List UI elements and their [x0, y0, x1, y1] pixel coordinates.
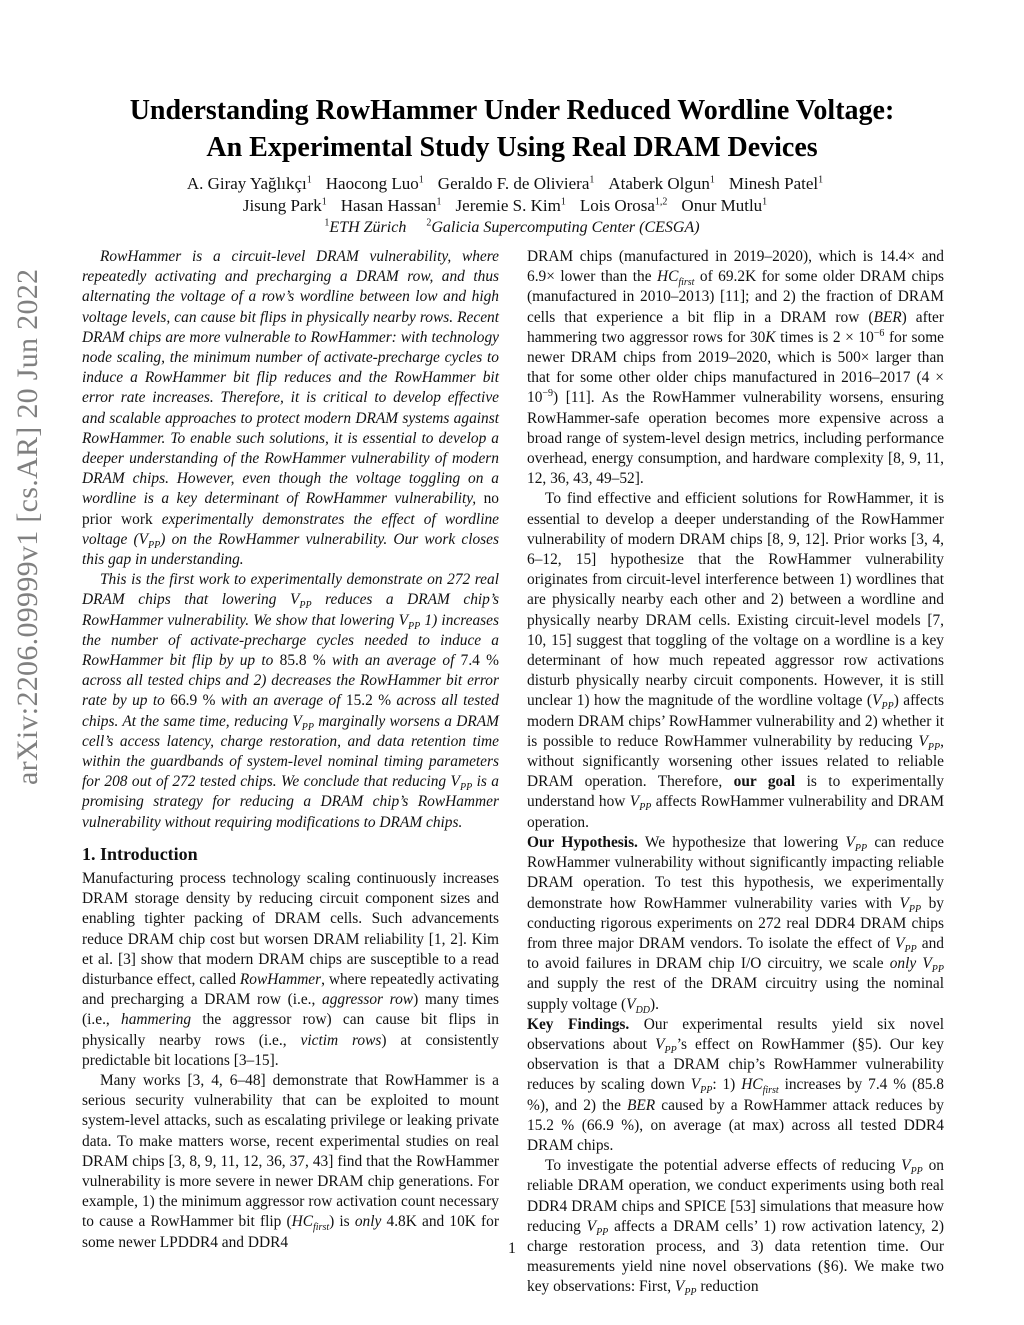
investigation-paragraph: To investigate the potential adverse effects of reducing $V_{PP}$ on reliable DRAM operation, we conduct experiments using both real DDR4 DRAM chips and SPICE [53] simulations that measure how reducing $V_{PP}$ affects a DRAM cells’ 1) row activation latency, 2) charge restoration process, and 3) data retention time. Our measurements yield nine novel observations (§6). We make two key observations: First, $V_{PP}$ reduction — [527, 1157, 944, 1299]
intro-paragraph-1: Manufacturing process technology scaling continuously increases DRAM storage density by reducing circuit component sizes and enabling tighter packing of DRAM cells. Such advancements reduce DRAM chip cost but worsen DRAM reliability [1, 2]. Kim et al. [3] show that modern DRAM chips are susceptible to a read disturbance effect, called RowHammer, where repeatedly activating and precharging a DRAM row (i.e., aggressor row) many times (i.e., hammering the aggressor row) can cause bit flips in physically nearby rows (i.e., victim rows) at consistently predictable bit locations [3–15]. — [82, 869, 500, 1069]
section-heading-introduction: 1. Introduction — [82, 843, 198, 864]
hypothesis-paragraph: Our Hypothesis. We hypothesize that lowering $V_{PP}$ can reduce RowHammer vulnerability without significantly impacting reliable DRAM operation. To test this hypothesis, we experimentally demonstrate how RowHammer vulnerability varies with $V_{PP}$ by conducting rigorous experiments on 272 real DDR4 DRAM chips from three major DRAM vendors. To isolate the effect of $V_{PP}$ and to avoid failures in DRAM chip I/O circuitry, we scale only $V_{PP}$ and supply the rest of the DRAM circuitry using the nominal supply voltage $(V_{DD})$. — [527, 833, 944, 1016]
author-name: Onur Mutlu — [681, 196, 763, 215]
page-number: 1 — [508, 1240, 516, 1257]
author-name: A. Giray Yağlıkçı — [186, 174, 307, 193]
paper-title-line-1: Understanding RowHammer Under Reduced Wordline Voltage: — [129, 95, 895, 126]
author-name: Hasan Hassan — [340, 196, 437, 215]
author-name: Minesh Patel — [728, 174, 819, 193]
abstract: RowHammer is a circuit-level DRAM vulnerability, where repeatedly activating and precharging a DRAM row, and thus alternating the voltage of a row’s wordline between low and high voltage levels, can cause bit flips in physically nearby rows. Recent DRAM chips are more vulnerable to RowHammer: with technology node scaling, the minimum number of activate-precharge cycles to induce a RowHammer bit flip reduces and the RowHammer bit error rate increases. Therefore, it is critical to develop effective and scalable approaches to protect modern DRAM systems against RowHammer. To enable such solutions, it is essential to develop a deeper understanding of the RowHammer vulnerability of modern DRAM chips. However, even though the voltage toggling on a wordline is a key determinant of RowHammer vulnerability, no prior work experimentally demonstrates the effect of wordline voltage $(V_{PP})$ on the RowHammer vulnerability. Our work closes this gap in understanding. This is the first work to experimentally demonstrate on 272 real DRAM chips that lowering $V_{PP}$ reduces a DRAM chip’s RowHammer vulnerability. We show that lowering $V_{PP}$ 1) increases the number of activate-precharge cycles needed to induce a RowHammer bit flip by up to 85.8 % with an average of 7.4 % across all tested chips and 2) decreases the RowHammer bit error rate by up to 66.9 % with an average of 15.2 % across all tested chips. At the same time, reducing $V_{PP}$ marginally worsens a DRAM cell’s access latency, charge restoration, and data retention time within the guardbands of system-level nominal timing parameters for 208 out of 272 tested chips. We conclude that reducing $V_{PP}$ is a promising strategy for reducing a DRAM chip’s RowHammer vulnerability without requiring modifications to DRAM chips. — [82, 248, 499, 831]
affiliations: $^1$ETH Zürich $^2$Galicia Supercomputing Center (CESGA) — [324, 217, 700, 236]
intro-paragraph-2-cont: DRAM chips (manufactured in 2019–2020), which is 14.4× and 6.9× lower than the $HC_{first}$ of 69.2K for some older DRAM chips (manufactured in 2010–2013) [11]; and 2) the fraction of DRAM cells that experience a bit flip in a DRAM row (BER) after hammering two aggressor rows for 30K times is $2 \times 10^{-6}$ for some newer DRAM chips from 2019–2020, which is 500× larger than that for some other older chips manufactured in 2016–2017 $(4 \times 10^{-9})$ [11]. As the RowHammer vulnerability worsens, ensuring RowHammer-safe operation becomes more expensive across a broad range of system-level design metrics, including performance overhead, energy consumption, and hardware complexity [8, 9, 11, 12, 36, 43, 49–52]. — [527, 248, 945, 488]
affiliation-name: ETH Zürich — [329, 219, 407, 236]
author-name: Jeremie S. Kim — [455, 196, 561, 215]
right-column — [527, 247, 944, 1298]
author-name: Haocong Luo — [325, 174, 419, 193]
author-name: Lois Orosa — [579, 196, 655, 215]
arxiv-side-label: arXiv:2206.09999v1 [cs.AR] 20 Jun 2022 — [11, 268, 44, 785]
affiliation-name: Galicia Supercomputing Center (CESGA) — [431, 219, 700, 236]
author-name: Ataberk Olgun — [608, 174, 710, 193]
author-name: Jisung Park — [242, 196, 322, 215]
author-row-1: A. Giray Yağlıkçı$^1$ Haocong Luo$^1$ Geraldo F. de Oliviera$^1$ Ataberk Olgun$^1$ Minesh Patel$^1$ — [186, 174, 824, 193]
intro-paragraph-3: To find effective and efficient solutions for RowHammer, it is essential to develop a deeper understanding of the RowHammer vulnerability of modern DRAM chips [8, 9, 12]. Prior works [3, 4, 6–12, 15] hypothesize that the RowHammer vulnerability originates from circuit-level interference between 1) wordlines that are physically nearby each other and 2) between a wordline and physically nearby DRAM cells. Existing circuit-level models [7, 10, 15] suggest that toggling of the voltage on a wordline is a key determinant of how much repeated aggressor row activations disturb physically nearby circuit components. However, it is still unclear 1) how the magnitude of the wordline voltage $(V_{PP})$ affects modern DRAM chips’ RowHammer vulnerability and 2) whether it is possible to reduce RowHammer vulnerability by reducing $V_{PP}$, without significantly worsening other issues related to reliable DRAM operation. Therefore, our goal is to experimentally understand how $V_{PP}$ affects RowHammer vulnerability and DRAM operation. — [527, 490, 945, 831]
left-column — [82, 247, 499, 1253]
author-name: Geraldo F. de Oliviera — [437, 174, 590, 193]
key-findings-paragraph: Key Findings. Our experimental results yield six novel observations about $V_{PP}’s$ effect on RowHammer (§5). Our key observation is that a DRAM chip’s RowHammer vulnerability reduces by scaling down $V_{PP}$: 1) $HC_{first}$ increases by 7.4 % (85.8 %), and 2) the BER caused by a RowHammer attack reduces by 15.2 % (66.9 %), on average (at max) across all tested DDR4 DRAM chips. — [527, 1015, 944, 1154]
paper-title-line-2: An Experimental Study Using Real DRAM Devices — [206, 132, 818, 163]
intro-paragraph-2: Many works [3, 4, 6–48] demonstrate that RowHammer is a serious security vulnerability that can be exploited to mount system-level attacks, such as escalating privilege or leaking private data. To make matters worse, recent experimental studies on real DRAM chips [3, 8, 9, 11, 12, 36, 37, 43] find that the RowHammer vulnerability is more severe in newer DRAM chip generations. For example, 1) the minimum aggressor row activation count necessary to cause a RowHammer bit flip $(HC_{first})$ is only 4.8K and 10K for some newer LPDDR4 and DDR4 — [82, 1071, 500, 1251]
author-row-2: Jisung Park$^1$ Hasan Hassan$^1$ Jeremie S. Kim$^1$ Lois Orosa$^{1,2}$ Onur Mutlu$^1$ — [242, 196, 768, 215]
